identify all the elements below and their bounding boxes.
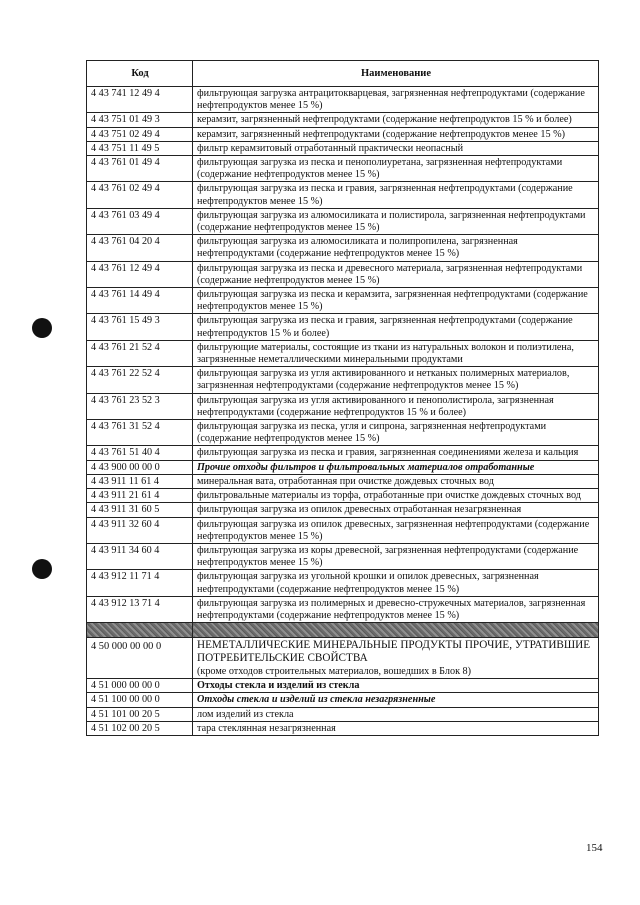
row-code: 4 43 761 23 52 3 [87, 393, 193, 419]
row-name: фильтр керамзитовый отработанный практически неопасный [193, 141, 599, 155]
punch-hole-top [32, 318, 52, 338]
row-name: фильтрующая загрузка из угля активированного и пенополистирола, загрязненная нефтепродуктами (содержание нефтепродуктов 15 % и более) [193, 393, 599, 419]
table-row [87, 707, 599, 721]
row-name: Отходы стекла и изделий из стекла [193, 679, 599, 693]
row-name: минеральная вата, отработанная при очистке дождевых сточных вод [193, 474, 599, 488]
row-code: 4 50 000 00 00 0 [87, 638, 193, 679]
table-row [87, 113, 599, 127]
table-header-row [87, 61, 599, 87]
table-row [87, 340, 599, 366]
table-row [87, 127, 599, 141]
row-code: 4 43 761 21 52 4 [87, 340, 193, 366]
row-name: фильтрующая загрузка из песка и древесного материала, загрязненная нефтепродуктами (содержание нефтепродуктов менее 15 %) [193, 261, 599, 287]
row-name: фильтрующая загрузка из песка и керамзита, загрязненная нефтепродуктами (содержание нефтепродуктов менее 15 %) [193, 288, 599, 314]
row-name: фильтрующая загрузка из опилок древесных отработанная незагрязненная [193, 503, 599, 517]
row-code: 4 43 761 04 20 4 [87, 235, 193, 261]
row-name: фильтрующая загрузка из опилок древесных, загрязненная нефтепродуктами (содержание нефтепродуктов менее 15 %) [193, 517, 599, 543]
table-row [87, 420, 599, 446]
row-code: 4 43 761 01 49 4 [87, 156, 193, 182]
row-name [193, 623, 599, 638]
table-row [87, 446, 599, 460]
header-code: Код [87, 61, 193, 87]
table-row [87, 474, 599, 488]
row-code: 4 43 761 51 40 4 [87, 446, 193, 460]
row-code: 4 51 000 00 00 0 [87, 679, 193, 693]
table-row [87, 638, 599, 679]
row-code: 4 43 761 02 49 4 [87, 182, 193, 208]
page-number: 154 [586, 842, 603, 854]
table-row [87, 596, 599, 622]
row-code: 4 51 101 00 20 5 [87, 707, 193, 721]
row-name-note: (кроме отходов строительных материалов, вошедших в Блок 8) [197, 666, 472, 678]
row-code: 4 51 100 00 00 0 [87, 693, 193, 707]
row-name: фильтрующая загрузка из песка и гравия, загрязненная нефтепродуктами (содержание нефтепродуктов 15 % и более) [193, 314, 599, 340]
row-name: керамзит, загрязненный нефтепродуктами (содержание нефтепродуктов менее 15 %) [193, 127, 599, 141]
row-code: 4 51 102 00 20 5 [87, 721, 193, 735]
row-code: 4 43 911 34 60 4 [87, 543, 193, 569]
row-code: 4 43 741 12 49 4 [87, 87, 193, 113]
row-name: керамзит, загрязненный нефтепродуктами (содержание нефтепродуктов 15 % и более) [193, 113, 599, 127]
row-code: 4 43 912 11 71 4 [87, 570, 193, 596]
row-name: Прочие отходы фильтров и фильтровальных материалов отработанные [193, 460, 599, 474]
row-name: тара стеклянная незагрязненная [193, 721, 599, 735]
table-row [87, 517, 599, 543]
row-name: фильтрующая загрузка из угольной крошки и опилок древесных, загрязненная нефтепродуктами (содержание нефтепродуктов менее 15 %) [193, 570, 599, 596]
row-code: 4 43 761 15 49 3 [87, 314, 193, 340]
row-code: 4 43 912 13 71 4 [87, 596, 193, 622]
table-row [87, 543, 599, 569]
table-row [87, 693, 599, 707]
row-name: фильтрующая загрузка из песка, угля и сипрона, загрязненная нефтепродуктами (содержание нефтепродуктов менее 15 %) [193, 420, 599, 446]
row-code: 4 43 900 00 00 0 [87, 460, 193, 474]
table-row [87, 87, 599, 113]
row-code: 4 43 911 31 60 5 [87, 503, 193, 517]
row-name: фильтрующая загрузка из песка и пенополиуретана, загрязненная нефтепродуктами (содержание нефтепродуктов менее 15 %) [193, 156, 599, 182]
table-row [87, 314, 599, 340]
row-name: фильтрующая загрузка из песка и гравия, загрязненная нефтепродуктами (содержание нефтепродуктов менее 15 %) [193, 182, 599, 208]
row-name: фильтрующая загрузка из полимерных и древесно-стружечных материалов, загрязненная нефтепродуктами (содержание нефтепродуктов менее 15 %) [193, 596, 599, 622]
row-code: 4 43 761 14 49 4 [87, 288, 193, 314]
section-separator [87, 623, 599, 638]
table-row [87, 679, 599, 693]
row-code: 4 43 751 02 49 4 [87, 127, 193, 141]
row-name: фильтровальные материалы из торфа, отработанные при очистке дождевых сточных вод [193, 489, 599, 503]
row-code: 4 43 761 31 52 4 [87, 420, 193, 446]
row-code: 4 43 751 11 49 5 [87, 141, 193, 155]
row-name: фильтрующие материалы, состоящие из ткани из натуральных волокон и полиэтилена, загрязненные неметаллическими минеральными продуктами [193, 340, 599, 366]
table-row [87, 288, 599, 314]
table-row [87, 393, 599, 419]
row-name: фильтрующая загрузка из угля активированного и нетканых полимерных материалов, загрязненная нефтепродуктами (содержание нефтепродуктов менее 15 %) [193, 367, 599, 393]
row-name: фильтрующая загрузка из песка и гравия, загрязненная соединениями железа и кальция [193, 446, 599, 460]
row-code: 4 43 911 32 60 4 [87, 517, 193, 543]
table-row [87, 182, 599, 208]
row-code: 4 43 911 11 61 4 [87, 474, 193, 488]
row-name: фильтрующая загрузка антрацитокварцевая, загрязненная нефтепродуктами (содержание нефтепродуктов менее 15 %) [193, 87, 599, 113]
row-name: фильтрующая загрузка из алюмосиликата и полистирола, загрязненная нефтепродуктами (содержание нефтепродуктов менее 15 %) [193, 208, 599, 234]
table-row [87, 721, 599, 735]
table-row [87, 156, 599, 182]
row-name: фильтрующая загрузка из алюмосиликата и полипропилена, загрязненная нефтепродуктами (содержание нефтепродуктов менее 15 %) [193, 235, 599, 261]
row-code: 4 43 751 01 49 3 [87, 113, 193, 127]
table-body [87, 87, 599, 736]
table-row [87, 367, 599, 393]
header-name: Наименование [193, 61, 599, 87]
row-name [193, 638, 599, 679]
row-name-text: НЕМЕТАЛЛИЧЕСКИЕ МИНЕРАЛЬНЫЕ ПРОДУКТЫ ПРОЧИЕ, УТРАТИВШИЕ ПОТРЕБИТЕЛЬСКИЕ СВОЙСТВА [197, 639, 591, 665]
table-row [87, 261, 599, 287]
row-code: 4 43 761 03 49 4 [87, 208, 193, 234]
table-row [87, 489, 599, 503]
table-row [87, 503, 599, 517]
table-row [87, 141, 599, 155]
row-code: 4 43 911 21 61 4 [87, 489, 193, 503]
row-code [87, 623, 193, 638]
punch-hole-bottom [32, 559, 52, 579]
table-row [87, 460, 599, 474]
row-code: 4 43 761 12 49 4 [87, 261, 193, 287]
row-code: 4 43 761 22 52 4 [87, 367, 193, 393]
table-row [87, 235, 599, 261]
row-name: лом изделий из стекла [193, 707, 599, 721]
row-name: Отходы стекла и изделий из стекла незагрязненные [193, 693, 599, 707]
waste-code-table [86, 60, 599, 736]
row-name: фильтрующая загрузка из коры древесной, загрязненная нефтепродуктами (содержание нефтепродуктов менее 15 %) [193, 543, 599, 569]
table-row [87, 570, 599, 596]
table-row [87, 208, 599, 234]
